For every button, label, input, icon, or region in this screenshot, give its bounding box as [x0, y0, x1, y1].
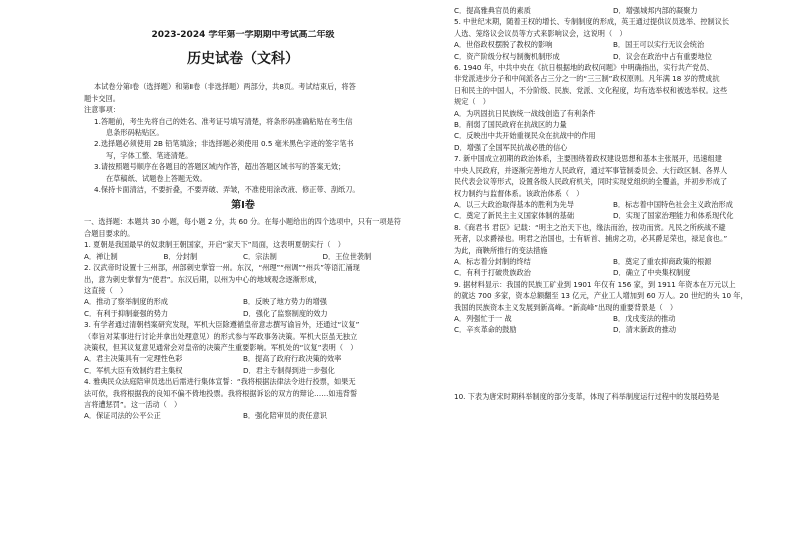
question — [454, 222, 772, 279]
question-stem-line: 出，意为刺史掌督为“使君”。东汉后期，以州为中心的地域观念逐渐形成， — [84, 274, 322, 284]
question-stem-line: 3. 有学者通过清朝档案研究发现，军机大臣除遵循皇帝意志撰写谕旨外，还通过“议复” — [84, 320, 360, 330]
option: D．强化了监察制度的效力 — [243, 308, 328, 318]
question — [454, 16, 772, 62]
question-stem-line: 5. 中世纪末期，随着王权的增长、专制制度的形成，英王通过提供议员选举、控制议长 — [454, 17, 730, 27]
questions-left — [84, 239, 402, 422]
option: B．分封制 — [163, 251, 198, 261]
option: A．保证司法的公平公正 — [84, 411, 161, 421]
questions-right — [454, 5, 772, 336]
question-stem-line: 2. 汉武帝时设置十三州部，州部刺史掌管一州。东汉，“州理”“州调”“州兵”等语汇涌现 — [84, 263, 360, 273]
note-line: 1.答题前，考生先将自己的姓名、准考证号填写清楚，将条形码准确粘贴在考生信 — [94, 116, 353, 126]
options-row — [454, 51, 772, 62]
options-row — [454, 313, 772, 324]
question — [84, 239, 402, 262]
note-line: 息条形码粘贴区。 — [106, 128, 164, 138]
question-stem-line: 权力制约与监督体系。该政治体系（ ） — [454, 188, 584, 198]
section-instructions — [84, 216, 402, 239]
options-row — [454, 256, 772, 267]
question-stem-line: 为此，商鞅所推行的变法措施 — [454, 245, 548, 255]
option: C．反映出中共开始重视民众在抗战中的作用 — [454, 131, 596, 141]
options-row — [84, 353, 402, 364]
option: D．增强了全国军民抗战必胜的信心 — [454, 142, 568, 152]
options-row — [454, 324, 772, 335]
option: C．有利于抑制豪强的势力 — [84, 308, 169, 318]
question-stem-line: 非党派进步分子和中间派各占三分之一的“三三制”政权原则。凡年满 18 岁的赞成抗 — [454, 74, 720, 84]
question-stem-line: 法可依，我将根据我的良知不偏不倚地投票。我将根据诉讼的双方的辩论……如违背誓 — [84, 388, 358, 398]
option: A．禅让制 — [84, 251, 118, 261]
question-stem-line: 人选、笼络议会议员等方式来影响议会，这说明（ ） — [454, 28, 627, 38]
options-row — [84, 251, 402, 262]
option: A．世俗政权摆脱了教权的影响 — [454, 40, 553, 50]
option: D．确立了中央集权制度 — [613, 268, 691, 278]
note-line: 写，字体工整、笔迹清楚。 — [106, 150, 193, 160]
question-stem-line: 的就达 700 多家，资本总额翻至 13 亿元，产业工人增加到 60 万人。20 世纪的头 10 年， — [454, 291, 748, 301]
options-row — [84, 365, 402, 376]
question-stem-line: 死者，以求爵禄也。明君之治国也，士有斩首、捕虏之功，必其爵足荣也，禄足食也。” — [454, 234, 728, 244]
intro — [84, 81, 402, 104]
question-stem-line: （奉旨对某事进行讨论并拿出处理意见）的形式参与军政事务决策。军机大臣虽无独立 — [84, 331, 358, 341]
question-stem-line: 9. 据材料显示：我国的民族工矿业到 1901 年仅有 156 家，到 1911 年资本在万元以上 — [454, 279, 736, 289]
instruction-line: 合题目要求的。 — [84, 228, 135, 238]
option: A．列强忙于一 战 — [454, 313, 512, 323]
question — [454, 279, 772, 336]
question-stem-line: 10. 下表为唐宋时期科举制度的部分变革，体现了科举制度运行过程中的发展趋势是 — [454, 391, 720, 401]
option: D．实现了国家治理能力和体系现代化 — [613, 211, 734, 221]
option: A．为巩固抗日民族统一战线创造了有利条件 — [454, 108, 596, 118]
option: C．军机大臣有效制约君主集权 — [84, 365, 183, 375]
options-row — [84, 410, 402, 421]
option: C．辛亥革命的鼓励 — [454, 325, 517, 335]
option: D．增强城邦内部的凝聚力 — [613, 6, 698, 15]
notes-list — [84, 116, 402, 196]
option: C．提高雅典官员的素质 — [454, 6, 531, 15]
option: B．反映了地方势力的增强 — [243, 297, 327, 307]
options-row — [84, 296, 402, 307]
option: B．戊戌变法的推动 — [613, 313, 676, 323]
option: B．标志着中国特色社会主义政治形成 — [613, 199, 733, 209]
intro-line: 题卡交回。 — [84, 93, 120, 103]
question-stem-line: 这直接（ ） — [84, 285, 128, 295]
options-row — [454, 199, 772, 210]
question-stem-line: 决策权，但其议复意见通常会对皇帝的决策产生重要影响。军机处的“议复”表明（ ） — [84, 342, 358, 352]
right-column — [454, 5, 772, 402]
instruction-line: 一、选择题：本题共 30 小题，每小题 2 分，共 60 分。在每小题给出的四个选项中，只有一项是符 — [84, 217, 401, 227]
options-row — [84, 308, 402, 319]
option: C．有利于打破贵族政治 — [454, 268, 531, 278]
question-stem-line: 4. 雅典民众法庭陪审员选出后需进行集体宣誓：“我将根据法律法令进行投票，如果无 — [84, 377, 356, 387]
question-stem-line: 民代表会议等形式，设置各级人民政府机关，同时实现党组织的全覆盖，并初步形成了 — [454, 177, 728, 187]
option: A．以三大政治取得基本的胜利为先导 — [454, 199, 574, 209]
option: B．提高了政府行政决策的效率 — [243, 354, 342, 364]
question-stem-line: 6. 1940 年，中共中央在《抗日根据地的政权问题》中明确指出，实行共产党员、 — [454, 63, 714, 73]
question — [84, 376, 402, 422]
option: A．推动了察举制度的形成 — [84, 297, 168, 307]
options-row — [454, 210, 772, 221]
exam-title: 2023-2024 学年第一学期期中考试高二年级 — [151, 30, 335, 40]
options-row — [454, 5, 772, 16]
option: D．清末新政的推动 — [613, 325, 677, 335]
subject-title: 历史试卷（文科） — [187, 51, 299, 68]
options-row — [454, 39, 772, 50]
option: D．王位世袭制 — [322, 251, 372, 261]
question-stem-line: 8.《商君书 君臣》记载：“明主之治天下也，缘法而治，按功而赏。凡民之所疾战不避 — [454, 222, 726, 232]
notes-heading: 注意事项： — [84, 105, 120, 115]
notes — [84, 104, 402, 195]
option: D．君主专制得到进一步强化 — [243, 365, 335, 375]
note-line: 2.选择题必须使用 2B 铅笔填涂；非选择题必须使用 0.5 毫米黑色字迹的签字笔书 — [94, 139, 354, 149]
option: C．资产阶级分权与制衡机制形成 — [454, 51, 560, 61]
option: C．奠定了新民主主义国家体制的基础 — [454, 211, 575, 221]
option: B．奠定了重农抑商政策的根源 — [613, 256, 712, 266]
question-stem-line: 1. 夏朝是我国最早的奴隶制王朝国家，开启“家天下”局面，这表明夏朝实行（ ） — [84, 240, 345, 250]
question — [454, 153, 772, 221]
intro-line: 本试卷分第Ⅰ卷（选择题）和第Ⅱ卷（非选择题）两部分，共8页。考试结束后，将答 — [94, 82, 356, 92]
question-stem-line: 我国的民族资本主义发展到新高峰。“新高峰”出现的重要背景是（ ） — [454, 302, 678, 312]
option: C．宗法制 — [243, 251, 277, 261]
option: B．国王可以实行无议会统治 — [613, 40, 705, 50]
question — [84, 262, 402, 319]
question-stem-line: 7. 新中国成立初期的政治体系，主要围绕着政权建设思想和基本主张展开，迅速组建 — [454, 154, 722, 164]
question — [454, 62, 772, 153]
option: B．削弱了国民政府在抗战区的力量 — [454, 120, 567, 130]
question-stem-line: 规定（ ） — [454, 97, 490, 107]
note-line: 4.保持卡面清洁，不要折叠，不要弄破、弄皱，不准使用涂改液、修正带、刮纸刀。 — [94, 185, 360, 195]
question-stem-line: 中央人民政府，并逐渐完善地方人民政府，通过军事管制委员会、大行政区制、各界人 — [454, 165, 728, 175]
blank-space — [454, 336, 772, 391]
note-line: 3.请按照题号顺序在各题目的答题区域内作答，超出答题区域书写的答案无效； — [94, 162, 346, 172]
question-stem-line: 言将遭惩罚”。这一活动（ ） — [84, 399, 182, 409]
section-title: 第Ⅰ卷 — [231, 200, 255, 212]
option: A．标志着分封制的终结 — [454, 256, 531, 266]
option: B．强化陪审员的责任意识 — [243, 411, 327, 421]
options-row — [454, 267, 772, 278]
note-line: 在草稿纸、试题卷上答题无效。 — [106, 173, 207, 183]
question — [454, 5, 772, 16]
option: A．君主决策具有一定理性色彩 — [84, 354, 183, 364]
question — [84, 319, 402, 376]
left-column — [84, 30, 402, 422]
question-stem-line: 日和民主的中国人，不分阶级、民族、党派、文化程度，均有选举权和被选举权。这些 — [454, 85, 728, 95]
option: D．议会在政治中占有重要地位 — [613, 51, 712, 61]
